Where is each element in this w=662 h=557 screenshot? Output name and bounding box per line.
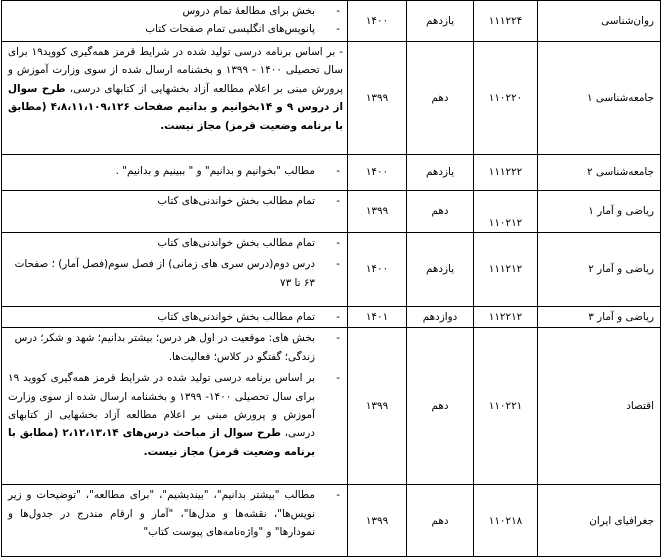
list-item: - درس دوم(درس سری های زمانی) از فصل سوم(فصل آمار) ؛ صفحات ۶۳ تا ۷۳	[14, 258, 340, 289]
grade: دهم	[407, 485, 474, 557]
grade: یازدهم	[407, 155, 474, 191]
grade: دهم	[407, 328, 474, 485]
course-code: ۱۱۱۲۲۴	[474, 1, 538, 42]
year: ۱۴۰۱	[348, 307, 407, 328]
table-row	[2, 191, 661, 233]
course-exclusions-table	[1, 0, 661, 557]
list-item: - تمام مطالب بخش خواندنی‌های کتاب	[157, 237, 340, 249]
course-code: ۱۱۰۲۱۲	[474, 191, 538, 233]
note-paragraph: - بر اساس برنامه درسی تولید شده در شرایط قرمز همه‌گیری کووید۱۹ برای سال تحصیلی ۱۴۰۰ - ۱۳۹۹ و بخشنامه ارسال شده از سوی وزارت آموزش و پرورش مبنی بر اعلام مطالعه آزاد بخشهایی از کتابهای درسی، طرح سوال از دروس ۹ و ۱۴بخوانیم و بدانیم صفحات ۴،۸،۱۱،۱۰۹،۱۲۶ (مطابق با برنامه وضعیت قرمز) مجاز نیست.	[8, 46, 344, 132]
course-code: ۱۱۱۲۲۲	[474, 155, 538, 191]
list-item: - بخش برای مطالعهٔ تمام دروس	[182, 5, 340, 17]
excluded-content	[2, 155, 348, 191]
course-code: ۱۱۲۲۱۲	[474, 307, 538, 328]
table-row	[2, 485, 661, 557]
course-code: ۱۱۰۲۱۸	[474, 485, 538, 557]
grade: دوازدهم	[407, 307, 474, 328]
grade: دهم	[407, 42, 474, 155]
table-row	[2, 233, 661, 307]
excluded-content	[2, 328, 348, 485]
grade: دهم	[407, 191, 474, 233]
year: ۱۴۰۰	[348, 155, 407, 191]
course-name: اقتصاد	[538, 328, 661, 485]
course-code: ۱۱۰۲۲۰	[474, 42, 538, 155]
course-name: جامعه‌شناسی ۱	[538, 42, 661, 155]
excluded-content	[2, 42, 348, 155]
list-item: - مطالب "بیشتر بدانیم"، "بیندیشیم"، "برای مطالعه"، "توضیحات و زیر نویس‌ها"، نقشه‌ها و مدل‌ها"، "آمار و ارقام مندرج در جدول‌ها و نمودارها" و "واژه‌نامه‌های پیوست کتاب"	[8, 489, 340, 539]
excluded-content	[2, 233, 348, 307]
year: ۱۳۹۹	[348, 42, 407, 155]
year: ۱۳۹۹	[348, 191, 407, 233]
list-item: - مطالب "بخوانیم و بدانیم" و " ببینیم و بدانیم" .	[115, 165, 340, 177]
table-row	[2, 42, 661, 155]
list-item: - تمام مطالب بخش خواندنی‌های کتاب	[157, 195, 340, 207]
course-name: ریاضی و آمار ۳	[538, 307, 661, 328]
year: ۱۴۰۰	[348, 233, 407, 307]
excluded-content	[2, 1, 348, 42]
course-name: جغرافیای ایران	[538, 485, 661, 557]
course-code: ۱۱۱۲۱۲	[474, 233, 538, 307]
table-row	[2, 1, 661, 42]
list-item: - بر اساس برنامه درسی تولید شده در شرایط قرمز همه‌گیری کووید ۱۹ برای سال تحصیلی ۱۴۰۰- ۱۳۹۹ و بخشنامه ارسال شده از سوی وزارت آموزش و پرورش مبنی بر اعلام مطالعه آزاد بخشهایی از کتابهای درسی، طرح سوال از مباحث درس‌های ۲،۱۲،۱۳،۱۴ (مطابق با برنامه وضعیت قرمز) مجاز نیست.	[8, 372, 340, 458]
course-name: روان‌شناسی	[538, 1, 661, 42]
list-item: - بخش های: موقعیت در اول هر درس؛ بیشتر بدانیم؛ شهد و شکر؛ درس زندگی؛ گفتگو در کلاس؛ فعالیت‌ها.	[14, 332, 340, 363]
excluded-content	[2, 191, 348, 233]
course-name: جامعه‌شناسی ۲	[538, 155, 661, 191]
table-row	[2, 328, 661, 485]
list-item: - پانویس‌های انگلیسی تمام صفحات کتاب	[145, 23, 340, 36]
excluded-content	[2, 307, 348, 328]
year: ۱۴۰۰	[348, 1, 407, 42]
course-name: ریاضی و آمار ۲	[538, 233, 661, 307]
list-item: - تمام مطالب بخش خواندنی‌های کتاب	[157, 311, 340, 323]
excluded-content	[2, 485, 348, 557]
table-row	[2, 155, 661, 191]
course-name: ریاضی و آمار ۱	[538, 191, 661, 233]
grade: یازدهم	[407, 233, 474, 307]
table-row	[2, 307, 661, 328]
year: ۱۳۹۹	[348, 328, 407, 485]
course-code: ۱۱۰۲۲۱	[474, 328, 538, 485]
year: ۱۳۹۹	[348, 485, 407, 557]
grade: یازدهم	[407, 1, 474, 42]
